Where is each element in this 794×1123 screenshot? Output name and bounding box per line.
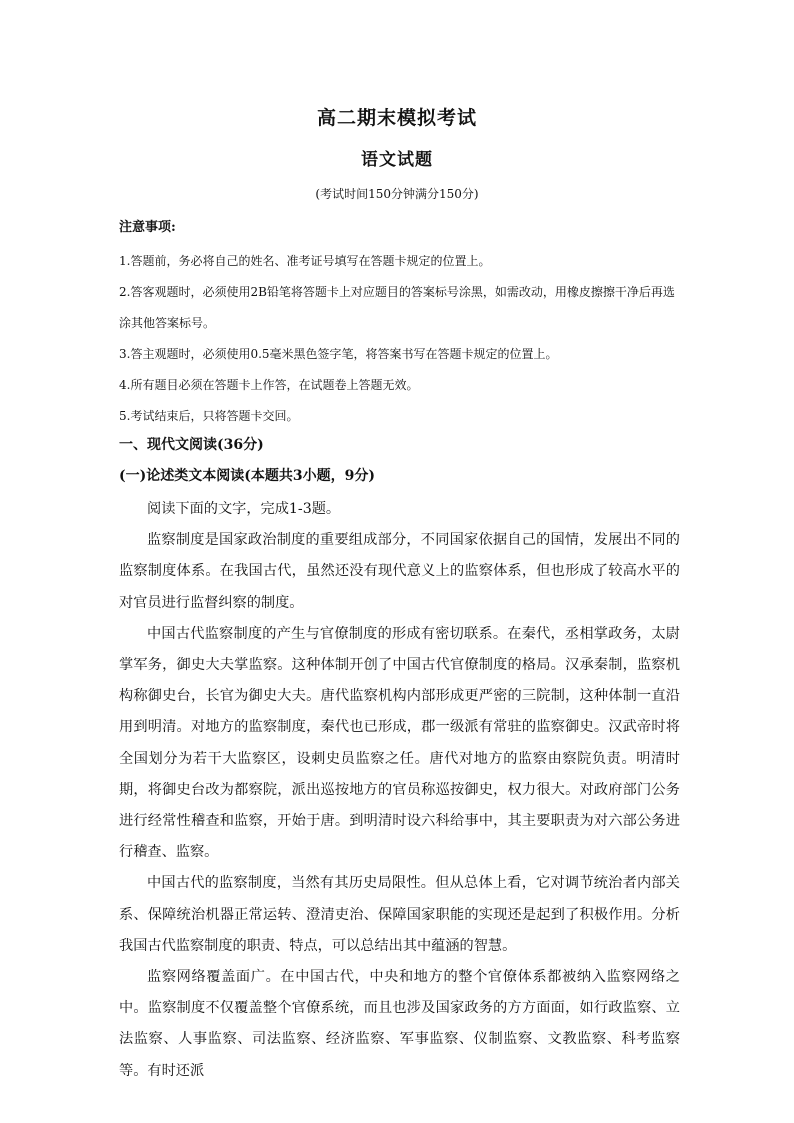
- notice-list: [119, 246, 679, 432]
- passage-paragraph-4: 监察网络覆盖面广。在中国古代，中央和地方的整个官僚体系都被纳入监察网络之中。监察制度不仅覆盖整个官僚系统，而且也涉及国家政务的方方面面，如行政监察、立法监察、人事监察、司法监察、经济监察、军事监察、仪制监察、文教监察、科考监察等。有时还派: [119, 969, 680, 1079]
- notice-item-1: 1.答题前，务必将自己的姓名、准考证号填写在答题卡规定的位置上。: [119, 254, 491, 268]
- passage-paragraph-3: 中国古代的监察制度，当然有其历史局限性。但从总体上看，它对调节统治者内部关系、保障统治机器正常运转、澄清吏治、保障国家职能的实现还是起到了积极作用。分析我国古代监察制度的职责、特点，可以总结出其中蕴涵的智慧。: [119, 875, 680, 954]
- notice-item-4: 4.所有题目必须在答题卡上作答，在试题卷上答题无效。: [119, 378, 419, 392]
- passage-paragraph-2: 中国古代监察制度的产生与官僚制度的形成有密切联系。在秦代，丞相掌政务，太尉掌军务，御史大夫掌监察。这种体制开创了中国古代官僚制度的格局。汉承秦制，监察机构称御史台，长官为御史大夫。唐代监察机构内部形成更严密的三院制，这种体制一直沿用到明清。对地方的监察制度，秦代也已形成，郡一级派有常驻的监察御史。汉武帝时将全国划分为若干大监察区，设刺史员监察之任。唐代对地方的监察由察院负责。明清时期，将御史台改为都察院，派出巡按地方的官员称巡按御史，权力很大。对政府部门公务进行经常性稽查和监察，开始于唐。到明清时设六科给事中，其主要职责为对六部公务进行稽查、监察。: [119, 625, 680, 861]
- notice-heading: 注意事项:: [119, 220, 176, 235]
- instruction-paragraph: 阅读下面的文字，完成1-3题。: [147, 501, 341, 517]
- page-title: 高二期末模拟考试: [316, 107, 477, 129]
- exam-info: (考试时间150分钟满分150分): [315, 187, 479, 201]
- notice-item-3: 3.答主观题时，必须使用0.5毫米黑色签字笔，将答案书写在答题卡规定的位置上。: [119, 347, 558, 361]
- subsection-heading: (一)论述类文本阅读(本题共3小题，9分): [119, 468, 375, 484]
- page-subtitle: 语文试题: [361, 150, 433, 170]
- reading-passage: [119, 494, 680, 1087]
- notice-item-5: 5.考试结束后，只将答题卡交回。: [119, 409, 299, 423]
- section-heading: 一、现代文阅读(36分): [119, 437, 264, 453]
- passage-paragraph-1: 监察制度是国家政治制度的重要组成部分，不同国家依据自己的国情，发展出不同的监察制度体系。在我国古代，虽然还没有现代意义上的监察体系，但也形成了较高水平的对官员进行监督纠察的制度。: [119, 532, 680, 611]
- notice-item-2: 2.答客观题时，必须使用2B铅笔将答题卡上对应题目的答案标号涂黑，如需改动，用橡皮擦擦干净后再选涂其他答案标号。: [119, 285, 675, 330]
